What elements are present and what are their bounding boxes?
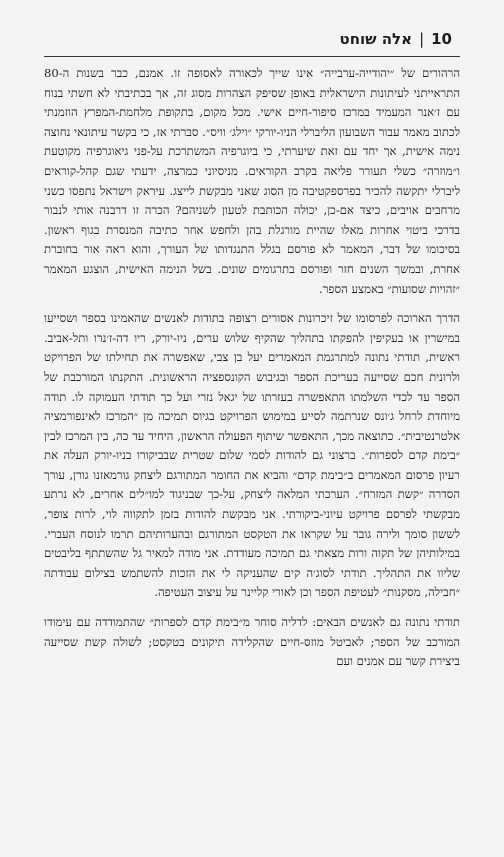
body-text xyxy=(44,64,460,672)
running-header xyxy=(340,30,452,48)
author-name: אלה שוחט xyxy=(339,30,413,48)
paragraph-1: הרהורים של ״יהודייה-ערבייה״ אינו שייך לכאורה לאסופה זו. אמנם, כבר בשנות ה-80 התראייתני לעיתונות הישראלית באופן שסיפק הצהרות מסוג זה, אך בכתיבתי לא חשתי בנוח עם ז׳אנר המעמיד במרכז סיפור-חיים אישי. מכל מקום, בתקופת מלחמת-המפרץ הוזמנתי לכתוב מאמר עבור השבועון הליברלי הניו-יורקי ״וילג׳ וויס״. סברתי אז, כי בקשר עיתונאי נחוצה נימה אישית, אך יחד עם זאת שיערתי, כי ביוגרפיה המשתרכת על-פני גיאוגרפיה מקוטעת ו״מוזרה״ כשלי תעורר פליאה בקרב הקוראים. מניסיוני כמרצה, ידעתי שגם קהל-קוראים ליברלי יתקשה להכיר בפרספקטיבה מן הסוג שאני מבקשת לייצג. עיראק וישראל נתפסו כשני מרחבים אויבים, כיצד אם-כן, יכולה הכותבת לטעון לשניהם? הכרה זו דרבנה אותי לנבור בדרכי ביטוי אחרות מאלו שהיית מורגלת בהן ולחפש אחר כתיבה המנסרת בגוף ראשון. בסיכומו של דבר, המאמר לא פורסם בגלל התנגדותו של העורך, והוא ראה אור בחוברת אחרת, ובמשך השנים חזר ופורסם בתרגומים שונים. בשל הנימה האישית, הוצגע המאמר ״זהויות שסועות״ באמצע הספר. xyxy=(44,66,460,296)
paragraph-2: הדרך הארוכה לפרסומו של זיכרונות אסורים רצופה בתודות לאנשים שהאמינו בספר ושסייעו במישרין או בעקיפין להפקתו בתהליך שהקיף שלוש ערים, ניו-יורק, ריו דה-ז׳נרו ותל-אביב. ראשית, תודתי נתונה למתרגמת המאמרים יעל בן צבי, שאפשרה את תחילתו של הפרויקט ולרונית חכם שסייעה בעריכת הספר ובגיבוש הקונספציה הראשונית. התקנתו המורכבת של הספר עד לכדי השלמתו התאפשרה בעזרתו של יגאל נזרי ועל כך תודתי העמוקה לו. תודה מיוחדת לרחל ג׳ונס שנרתמה לסייע במימוש הפרויקט בגיוס תמיכה מן ״המרכז לאינפורמציה אלטרנטיבית״. כתוצאה מכך, התאפשר שיתוף הפעולה הראשון, היחיד עד כה, בין המרכז לבין ״בימת קדם לספרות״. ברצוני גם להודות לסמי שלום שטרית שבביקורו בניו-יורק העלה את רעיון פרסום המאמרים ב״בימת קדם״ והביא את החומר המתורגם ליצחק גורמאזנו גורן, עורך הסדרה ״קשת המזרח״. הערכתי המלאה ליצחק, על-כך שבניגוד למו״לים אחרים, לא נרתע מבקשתי לפרסם פרויקט עיוני-ביקורתי. אני מבקשת להודות בזמן לתקווה לוי, לרות צופר, לששון סומך ולירה גובר על שקראו את הטקסט המתורגם ובהערותיהם תרמו לנוסח העברי. במילותיהן של תקוה ורות מצאתי גם תמיכה מעודדת. אני מודה למאיר גל שהשתתף בליבטים שליוו את התהליך. תודתי לסוג׳ה קים שהעניקה לי את הזכות להשתמש בצילום עבודתה ״חבילה, מסקנות״ לעטיפת הספר וכן לאורי קליינר על עיצוב העטיפה. xyxy=(44,311,460,600)
header-separator: | xyxy=(419,30,425,48)
paragraph-3: תודתי נתונה גם לאנשים הבאים: לדליה סוחר מ״בימת קדם לספרות״ שהתמודדה עם עימודו המורכב של הספר; לאביטל מוזס-חיים שהקלידה תיקונים בטקסט; לשולה קשת שסייעה ביצירת קשר עם אמנים ועם xyxy=(44,615,460,669)
header-rule xyxy=(44,56,460,57)
page-number: 10 xyxy=(431,30,452,48)
